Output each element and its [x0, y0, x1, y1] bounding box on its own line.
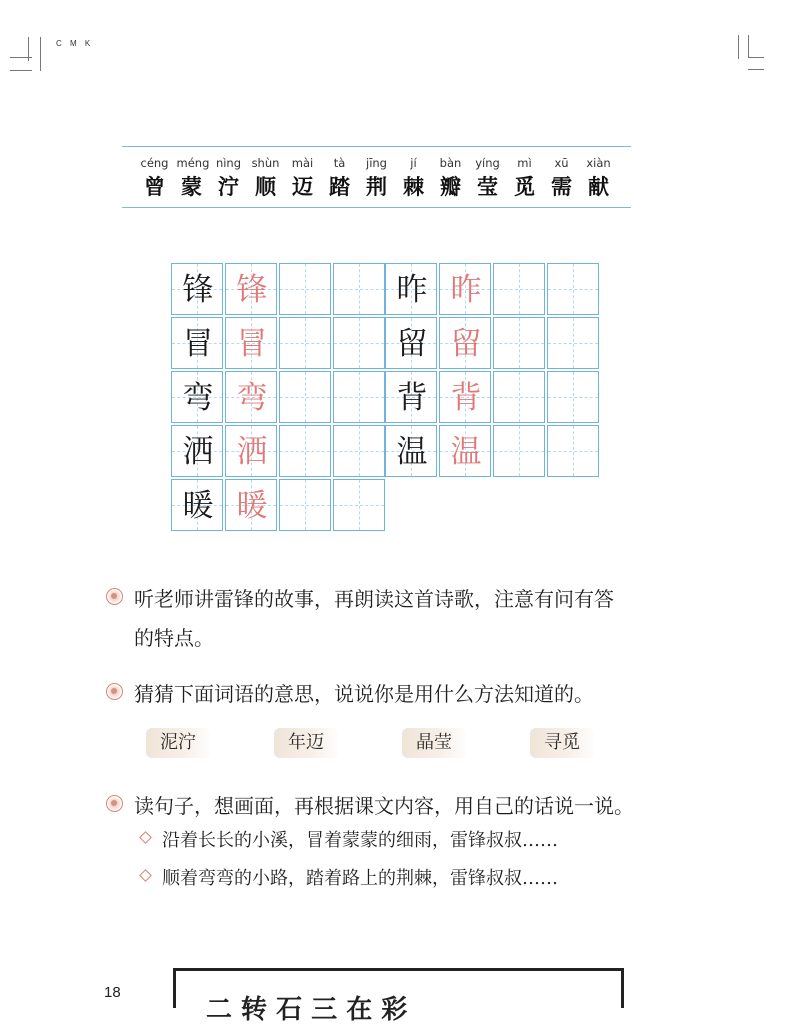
grid-cell — [225, 425, 277, 477]
question-bullet-icon — [106, 795, 123, 812]
vocab-char: 瓣 — [440, 174, 461, 199]
grid-cell — [225, 479, 277, 531]
crop-mark — [738, 35, 739, 59]
pinyin: bàn — [439, 156, 462, 170]
model-character: 背 — [396, 380, 428, 416]
next-section-box — [173, 968, 624, 1025]
grid-cell — [385, 371, 437, 423]
pinyin: méng — [176, 156, 210, 170]
crop-mark — [40, 37, 41, 71]
grid-cell — [385, 317, 437, 369]
vocab-char: 顺 — [255, 174, 276, 199]
grid-cell — [171, 371, 223, 423]
word-chip: 寻觅 — [530, 728, 594, 758]
grid-cell — [279, 479, 331, 531]
grid-cell — [333, 479, 385, 531]
pinyin-row — [122, 156, 631, 170]
sentence-1: 沿着长长的小溪，冒着蒙蒙的细雨，雷锋叔叔…… — [162, 830, 558, 851]
pinyin: mì — [517, 156, 532, 170]
grid-cell — [279, 371, 331, 423]
vocabulary-box — [122, 146, 631, 208]
next-section-text: 二 转 石 三 在 彩 — [206, 995, 408, 1025]
trace-character: 洒 — [236, 434, 268, 470]
trace-character: 弯 — [236, 380, 268, 416]
question-bullet-icon — [106, 683, 123, 700]
word-chip: 晶莹 — [402, 728, 466, 758]
pinyin: tà — [333, 156, 346, 170]
grid-cell — [547, 317, 599, 369]
grid-cell — [385, 263, 437, 315]
question-2: 猜猜下面词语的意思，说说你是用什么方法知道的。 — [134, 682, 594, 706]
vocab-char: 荆 — [366, 174, 387, 199]
grid-cell — [493, 425, 545, 477]
grid-cell — [493, 317, 545, 369]
grid-cell — [439, 371, 491, 423]
sentence-2: 顺着弯弯的小路，踏着路上的荆棘，雷锋叔叔…… — [162, 868, 558, 889]
grid-cell — [439, 317, 491, 369]
pinyin: nìng — [215, 156, 242, 170]
trace-character: 留 — [450, 326, 482, 362]
model-character: 留 — [396, 326, 428, 362]
grid-cell — [493, 263, 545, 315]
page-number: 18 — [104, 984, 121, 1001]
word-chip: 泥泞 — [146, 728, 210, 758]
grid-cell — [279, 425, 331, 477]
question-bullet-icon — [106, 588, 123, 605]
grid-cell — [171, 317, 223, 369]
grid-cell — [439, 425, 491, 477]
pinyin: yíng — [475, 156, 500, 170]
model-character: 弯 — [182, 380, 214, 416]
grid-cell — [547, 425, 599, 477]
cmyk-mark: C M K — [56, 39, 94, 48]
vocab-char: 蒙 — [181, 174, 202, 199]
question-3: 读句子，想画面，再根据课文内容，用自己的话说一说。 — [134, 794, 634, 818]
grid-cell — [333, 263, 385, 315]
word-chip: 年迈 — [274, 728, 338, 758]
question-1-line-1: 听老师讲雷锋的故事，再朗读这首诗歌，注意有问有答 — [134, 587, 614, 611]
trace-character: 背 — [450, 380, 482, 416]
grid-cell — [547, 263, 599, 315]
trace-character: 温 — [450, 434, 482, 470]
model-character: 温 — [396, 434, 428, 470]
trace-character: 锋 — [236, 272, 268, 308]
grid-cell — [171, 479, 223, 531]
vocab-char: 泞 — [218, 174, 239, 199]
crop-mark — [748, 35, 749, 57]
trace-character: 冒 — [236, 326, 268, 362]
pinyin: mài — [291, 156, 314, 170]
crop-mark — [10, 70, 32, 71]
character-row — [122, 171, 631, 201]
vocab-char: 需 — [551, 174, 572, 199]
model-character: 昨 — [396, 272, 428, 308]
grid-cell — [225, 263, 277, 315]
grid-cell — [439, 263, 491, 315]
grid-cell — [225, 371, 277, 423]
vocab-char: 曾 — [144, 174, 165, 199]
pinyin: xiàn — [586, 156, 611, 170]
grid-cell — [279, 317, 331, 369]
grid-cell — [333, 371, 385, 423]
vocab-char: 献 — [588, 174, 609, 199]
grid-cell — [547, 371, 599, 423]
diamond-bullet-icon — [139, 831, 152, 844]
vocab-char: 莹 — [477, 174, 498, 199]
grid-cell — [171, 425, 223, 477]
vocab-char: 迈 — [292, 174, 313, 199]
trace-character: 暖 — [236, 488, 268, 524]
grid-cell — [171, 263, 223, 315]
pinyin: xū — [554, 156, 569, 170]
model-character: 冒 — [182, 326, 214, 362]
vocab-char: 棘 — [403, 174, 424, 199]
pinyin: shùn — [251, 156, 280, 170]
grid-cell — [333, 317, 385, 369]
pinyin: jí — [410, 156, 417, 170]
grid-cell — [225, 317, 277, 369]
crop-mark — [748, 57, 764, 58]
grid-cell — [493, 371, 545, 423]
grid-cell — [333, 425, 385, 477]
vocab-char: 踏 — [329, 174, 350, 199]
model-character: 锋 — [182, 272, 214, 308]
diamond-bullet-icon — [139, 869, 152, 882]
crop-mark — [748, 69, 764, 70]
pinyin: jīng — [366, 156, 387, 170]
question-1-line-2: 的特点。 — [134, 626, 214, 650]
model-character: 洒 — [182, 434, 214, 470]
vocab-char: 觅 — [514, 174, 535, 199]
grid-cell — [385, 425, 437, 477]
grid-cell — [279, 263, 331, 315]
pinyin: céng — [140, 156, 169, 170]
crop-mark — [28, 37, 29, 61]
trace-character: 昨 — [450, 272, 482, 308]
model-character: 暖 — [182, 488, 214, 524]
